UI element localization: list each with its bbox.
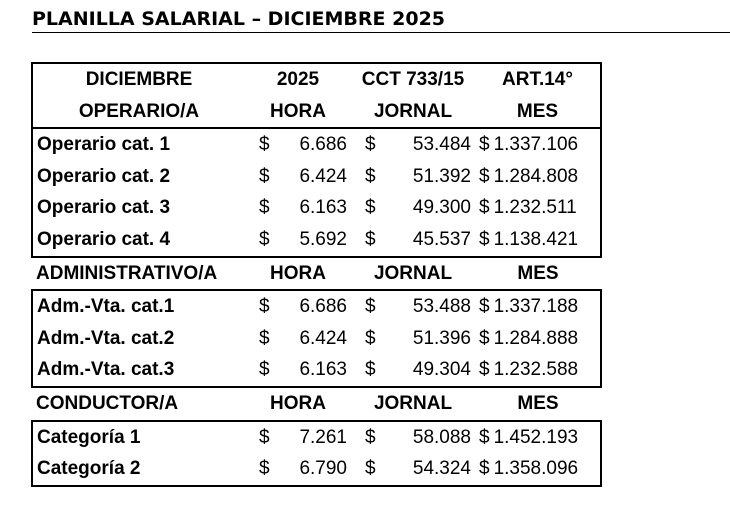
jornal-cell <box>351 453 475 486</box>
category-label: Categoría 1 <box>32 421 245 454</box>
mes-value: 1.284.808 <box>493 165 579 187</box>
currency-symbol: $ <box>259 165 270 187</box>
currency-symbol: $ <box>365 359 376 381</box>
section-header-cell: MES <box>517 262 559 284</box>
section-header-cell: JORNAL <box>351 96 475 129</box>
mes-cell <box>475 290 601 323</box>
header-cell: ART.14° <box>475 63 601 96</box>
mes-value: 1.337.106 <box>493 134 579 156</box>
jornal-value: 54.324 <box>412 458 471 480</box>
section-header-row <box>32 257 601 291</box>
currency-symbol: $ <box>479 327 490 349</box>
mes-cell <box>475 224 601 257</box>
hora-value: 7.261 <box>299 426 347 448</box>
table-row <box>32 323 601 355</box>
page-title: PLANILLA SALARIAL – DICIEMBRE 2025 <box>32 7 730 33</box>
header-cell: 2025 <box>245 63 351 96</box>
hora-cell <box>245 161 351 193</box>
jornal-cell <box>351 290 475 323</box>
table-row <box>32 290 601 323</box>
jornal-value: 53.484 <box>412 134 471 156</box>
hora-value: 6.163 <box>299 197 347 219</box>
currency-symbol: $ <box>479 359 490 381</box>
section-header-cell: HORA <box>270 262 326 284</box>
section-header-row <box>32 96 601 129</box>
currency-symbol: $ <box>259 228 270 250</box>
table-row <box>32 354 601 387</box>
hora-cell <box>245 323 351 355</box>
table-row <box>32 128 601 161</box>
section-header-cell: JORNAL <box>373 262 453 284</box>
category-label: Adm.-Vta. cat.1 <box>32 290 245 323</box>
hora-cell <box>245 453 351 486</box>
jornal-cell <box>351 192 475 224</box>
jornal-value: 49.304 <box>412 359 471 381</box>
currency-symbol: $ <box>259 458 270 480</box>
currency-symbol: $ <box>259 197 270 219</box>
hora-value: 6.686 <box>299 296 347 318</box>
jornal-cell <box>351 128 475 161</box>
currency-symbol: $ <box>479 134 490 156</box>
currency-symbol: $ <box>365 296 376 318</box>
hora-cell <box>245 224 351 257</box>
currency-symbol: $ <box>365 228 376 250</box>
jornal-value: 45.537 <box>412 228 471 250</box>
currency-symbol: $ <box>365 197 376 219</box>
jornal-value: 51.392 <box>412 165 471 187</box>
mes-value: 1.284.888 <box>493 327 579 349</box>
hora-value: 6.686 <box>299 134 347 156</box>
hora-cell <box>245 192 351 224</box>
jornal-value: 49.300 <box>412 197 471 219</box>
mes-cell <box>475 421 601 454</box>
jornal-cell <box>351 354 475 387</box>
category-label: Adm.-Vta. cat.2 <box>32 323 245 355</box>
jornal-value: 51.396 <box>412 327 471 349</box>
category-label: Operario cat. 1 <box>32 128 245 161</box>
currency-symbol: $ <box>259 359 270 381</box>
currency-symbol: $ <box>365 165 376 187</box>
jornal-cell <box>351 224 475 257</box>
hora-cell <box>245 128 351 161</box>
mes-value: 1.337.188 <box>493 296 579 318</box>
table-row <box>32 421 601 454</box>
currency-symbol: $ <box>259 296 270 318</box>
section-header-cell: JORNAL <box>373 392 453 414</box>
currency-symbol: $ <box>365 134 376 156</box>
currency-symbol: $ <box>479 228 490 250</box>
hora-value: 6.424 <box>299 327 347 349</box>
section-header-cell: OPERARIO/A <box>32 96 245 129</box>
section-header-cell: MES <box>475 96 601 129</box>
currency-symbol: $ <box>365 327 376 349</box>
category-label: Categoría 2 <box>32 453 245 486</box>
section-header-cell: CONDUCTOR/A <box>36 392 179 414</box>
mes-value: 1.452.193 <box>493 426 579 448</box>
table-row <box>32 453 601 486</box>
table-row <box>32 192 601 224</box>
category-label: Adm.-Vta. cat.3 <box>32 354 245 387</box>
jornal-cell <box>351 161 475 193</box>
mes-cell <box>475 128 601 161</box>
section-header-cell: HORA <box>245 96 351 129</box>
hora-value: 5.692 <box>299 228 347 250</box>
mes-cell <box>475 354 601 387</box>
header-cell: CCT 733/15 <box>351 63 475 96</box>
category-label: Operario cat. 3 <box>32 192 245 224</box>
currency-symbol: $ <box>259 426 270 448</box>
hora-value: 6.424 <box>299 165 347 187</box>
mes-value: 1.232.511 <box>493 197 577 219</box>
jornal-value: 53.488 <box>412 296 471 318</box>
jornal-cell <box>351 323 475 355</box>
currency-symbol: $ <box>259 327 270 349</box>
currency-symbol: $ <box>479 165 490 187</box>
jornal-value: 58.088 <box>412 426 471 448</box>
mes-cell <box>475 453 601 486</box>
hora-cell <box>245 290 351 323</box>
table-row <box>32 161 601 193</box>
header-cell: DICIEMBRE <box>32 63 245 96</box>
category-label: Operario cat. 4 <box>32 224 245 257</box>
mes-value: 1.358.096 <box>493 458 579 480</box>
section-header-row <box>32 387 601 421</box>
currency-symbol: $ <box>479 197 490 219</box>
mes-value: 1.232.588 <box>493 359 579 381</box>
section-header-cell: HORA <box>270 392 326 414</box>
jornal-cell <box>351 421 475 454</box>
currency-symbol: $ <box>365 458 376 480</box>
table-row <box>32 224 601 257</box>
mes-cell <box>475 192 601 224</box>
hora-value: 6.790 <box>299 458 347 480</box>
currency-symbol: $ <box>259 134 270 156</box>
mes-cell <box>475 323 601 355</box>
hora-value: 6.163 <box>299 359 347 381</box>
mes-cell <box>475 161 601 193</box>
hora-cell <box>245 354 351 387</box>
section-header-cell: MES <box>517 392 559 414</box>
currency-symbol: $ <box>479 426 490 448</box>
table-header-row <box>32 63 601 96</box>
category-label: Operario cat. 2 <box>32 161 245 193</box>
salary-table <box>31 62 602 487</box>
hora-cell <box>245 421 351 454</box>
currency-symbol: $ <box>365 426 376 448</box>
mes-value: 1.138.421 <box>493 228 579 250</box>
currency-symbol: $ <box>479 458 490 480</box>
currency-symbol: $ <box>479 296 490 318</box>
section-header-cell: ADMINISTRATIVO/A <box>36 262 218 284</box>
